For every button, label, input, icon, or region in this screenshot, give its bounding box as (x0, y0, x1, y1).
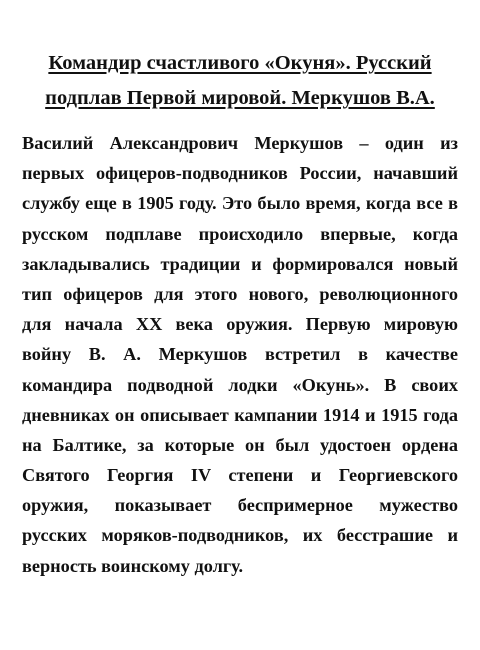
title-line-1 (22, 46, 458, 81)
body-line: русских моряков-подводников, их бесстрашие и (22, 525, 458, 546)
body-line: тип офицеров для этого нового, революционного (22, 283, 458, 304)
body-line: русском подплаве происходило впервые, когда (22, 223, 458, 244)
title-line-1-text: Командир счастливого «Окуня». Русский (48, 52, 432, 74)
body-line: дневниках он описывает кампании 1914 и 1915 года (22, 404, 458, 425)
body-line: командира подводной лодки «Окунь». В своих (22, 374, 458, 395)
body-line: оружия, показывает беспримерное мужество (22, 495, 458, 516)
body-line: Василий Александрович Меркушов – один из (22, 133, 458, 153)
body-line: закладывались традиции и формировался новый (22, 253, 458, 274)
title-line-2-text: подплав Первой мировой. Меркушов В.А. (45, 87, 435, 109)
document-body (22, 128, 458, 581)
document-title (22, 46, 458, 116)
body-line: на Балтике, за которые он был удостоен ордена (22, 434, 458, 455)
body-line: для начала XX века оружия. Первую мировую (22, 314, 458, 335)
title-line-2 (22, 81, 458, 116)
body-line: войну В. А. Меркушов встретил в качестве (22, 344, 458, 365)
body-line: первых офицеров-подводников России, начавший (22, 163, 458, 184)
body-line: Святого Георгия IV степени и Георгиевского (22, 465, 458, 486)
body-line-last: верность воинскому долгу. (22, 555, 244, 576)
body-line: службу еще в 1905 году. Это было время, когда все в (22, 193, 458, 214)
